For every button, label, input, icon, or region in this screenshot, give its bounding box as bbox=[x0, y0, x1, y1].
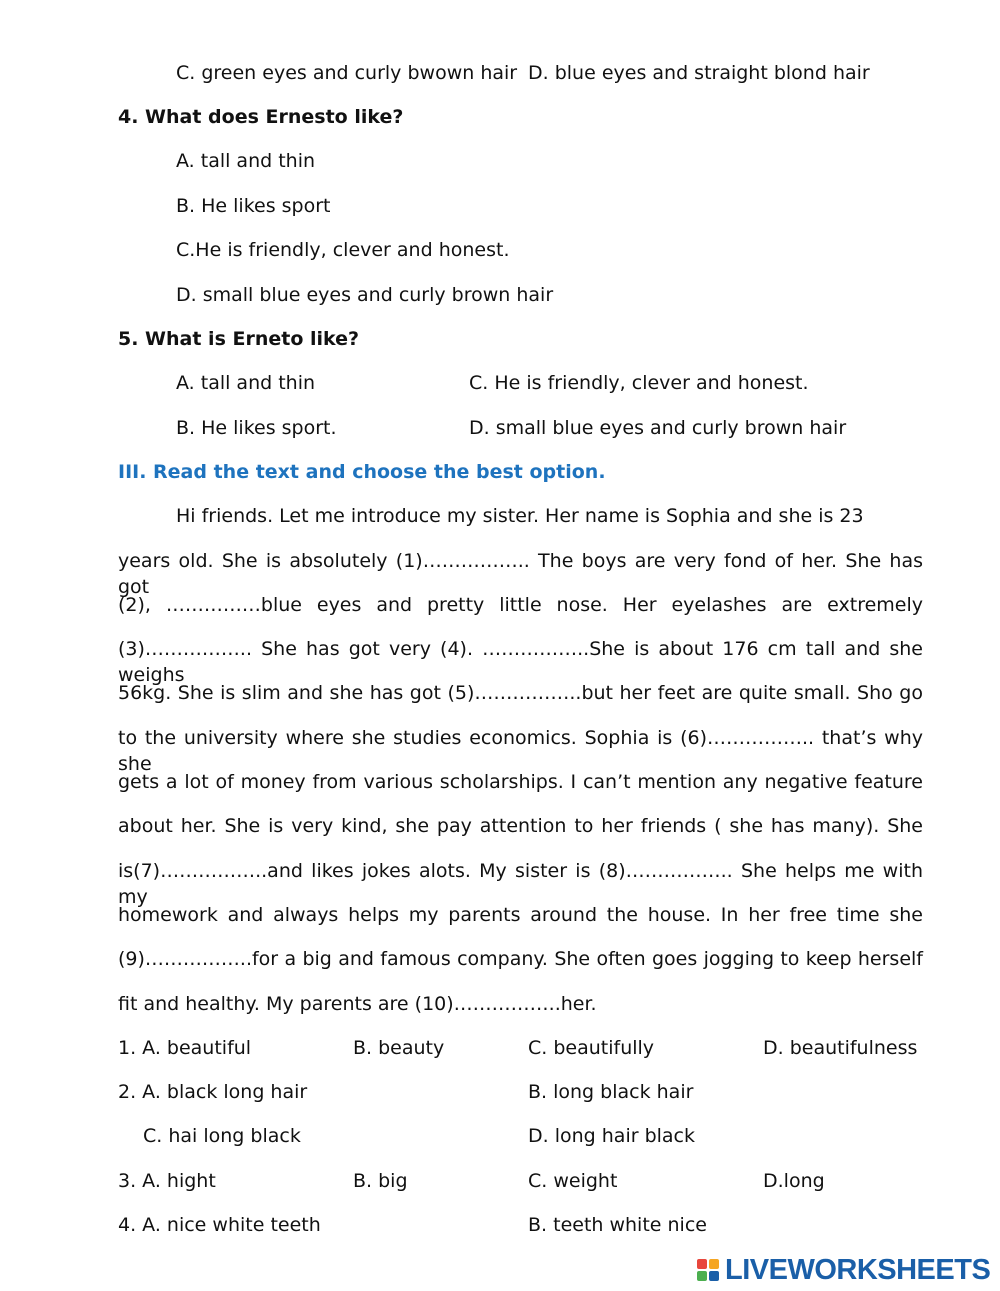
q3-option-c: C. green eyes and curly bwown hair bbox=[176, 62, 518, 84]
answer-2-b: B. long black hair bbox=[528, 1081, 694, 1103]
answer-3-b: B. big bbox=[353, 1170, 408, 1192]
answer-1-a: 1. A. beautiful bbox=[118, 1037, 252, 1059]
q5-option-a: A. tall and thin bbox=[176, 372, 316, 394]
answer-3-c: C. weight bbox=[528, 1170, 618, 1192]
q5-option-b: B. He likes sport. bbox=[176, 417, 337, 439]
passage-line: (3)…………….. She has got very (4). ……………..She is about 176 cm tall and she weighs bbox=[118, 638, 923, 686]
answer-3-d: D.long bbox=[763, 1170, 825, 1192]
passage-line: about her. She is very kind, she pay attention to her friends ( she has many). She bbox=[118, 815, 923, 837]
answer-1-b: B. beauty bbox=[353, 1037, 445, 1059]
answer-4-a: 4. A. nice white teeth bbox=[118, 1214, 321, 1236]
logo-mark-icon bbox=[697, 1259, 719, 1281]
q3-option-d: D. blue eyes and straight blond hair bbox=[528, 62, 870, 84]
q4-question: 4. What does Ernesto like? bbox=[118, 106, 404, 128]
passage-line: fit and healthy. My parents are (10)……………..her. bbox=[118, 993, 597, 1015]
section-heading: III. Read the text and choose the best option. bbox=[118, 461, 606, 483]
passage-line: to the university where she studies economics. Sophia is (6)…………….. that’s why she bbox=[118, 727, 923, 775]
passage-line: homework and always helps my parents around the house. In her free time she bbox=[118, 904, 923, 926]
logo-text: LIVEWORKSHEETS bbox=[725, 1253, 991, 1286]
q5-option-d: D. small blue eyes and curly brown hair bbox=[469, 417, 847, 439]
passage-line: years old. She is absolutely (1)…………….. The boys are very fond of her. She has got bbox=[118, 550, 923, 598]
passage-line: gets a lot of money from various scholarships. I can’t mention any negative feature bbox=[118, 771, 923, 793]
q5-option-c: C. He is friendly, clever and honest. bbox=[469, 372, 809, 394]
q4-option-b: B. He likes sport bbox=[176, 195, 331, 217]
passage-line: is(7)……………..and likes jokes alots. My sister is (8)…………….. She helps me with my bbox=[118, 860, 923, 908]
q4-option-a: A. tall and thin bbox=[176, 150, 316, 172]
answer-2-a: 2. A. black long hair bbox=[118, 1081, 308, 1103]
answer-1-c: C. beautifully bbox=[528, 1037, 655, 1059]
q5-question: 5. What is Erneto like? bbox=[118, 328, 360, 350]
liveworksheets-logo bbox=[697, 1254, 997, 1286]
q4-option-c: C.He is friendly, clever and honest. bbox=[176, 239, 510, 261]
answer-3-a: 3. A. hight bbox=[118, 1170, 216, 1192]
answer-2-d: D. long hair black bbox=[528, 1125, 696, 1147]
answer-1-d: D. beautifulness bbox=[763, 1037, 918, 1059]
passage-line: 56kg. She is slim and she has got (5)……………..but her feet are quite small. Sho go bbox=[118, 682, 923, 704]
passage-line: Hi friends. Let me introduce my sister. Her name is Sophia and she is 23 bbox=[176, 505, 864, 527]
passage-line: (9)……………..for a big and famous company. She often goes jogging to keep herself bbox=[118, 948, 923, 970]
passage-line: (2), ……………blue eyes and pretty little nose. Her eyelashes are extremely bbox=[118, 594, 923, 616]
q4-option-d: D. small blue eyes and curly brown hair bbox=[176, 284, 554, 306]
answer-4-b: B. teeth white nice bbox=[528, 1214, 707, 1236]
answer-2-c: C. hai long black bbox=[143, 1125, 301, 1147]
